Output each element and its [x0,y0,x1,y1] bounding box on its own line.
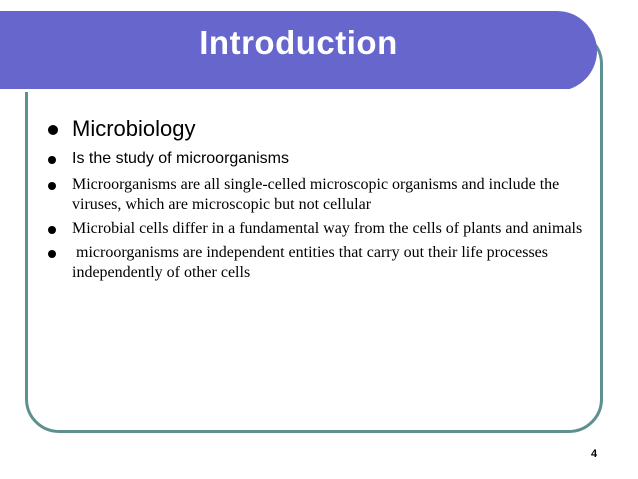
bullet-icon [48,250,56,258]
page-number: 4 [591,448,598,460]
bullet-text: Microbiology [72,116,196,141]
bullet-list [48,115,593,287]
bullet-icon [48,226,56,234]
bullet-item [48,243,593,283]
bullet-item [48,175,593,215]
bullet-text: microorganisms are independent entities that carry out their life processes independently of other cells [72,244,552,281]
bullet-icon [48,182,56,190]
bullet-icon [48,125,58,135]
bullet-text: Microorganisms are all single-celled microscopic organisms and include the viruses, which are microscopic but not cellular [72,176,560,213]
bullet-item [48,219,593,239]
bullet-text: Is the study of microorganisms [72,150,289,167]
bullet-icon [48,156,56,164]
bullet-item [48,149,593,169]
bullet-text: Microbial cells differ in a fundamental way from the cells of plants and animals [72,220,583,237]
banner-underline [0,89,590,92]
bullet-item [48,115,593,143]
slide-title: Introduction [199,24,398,61]
